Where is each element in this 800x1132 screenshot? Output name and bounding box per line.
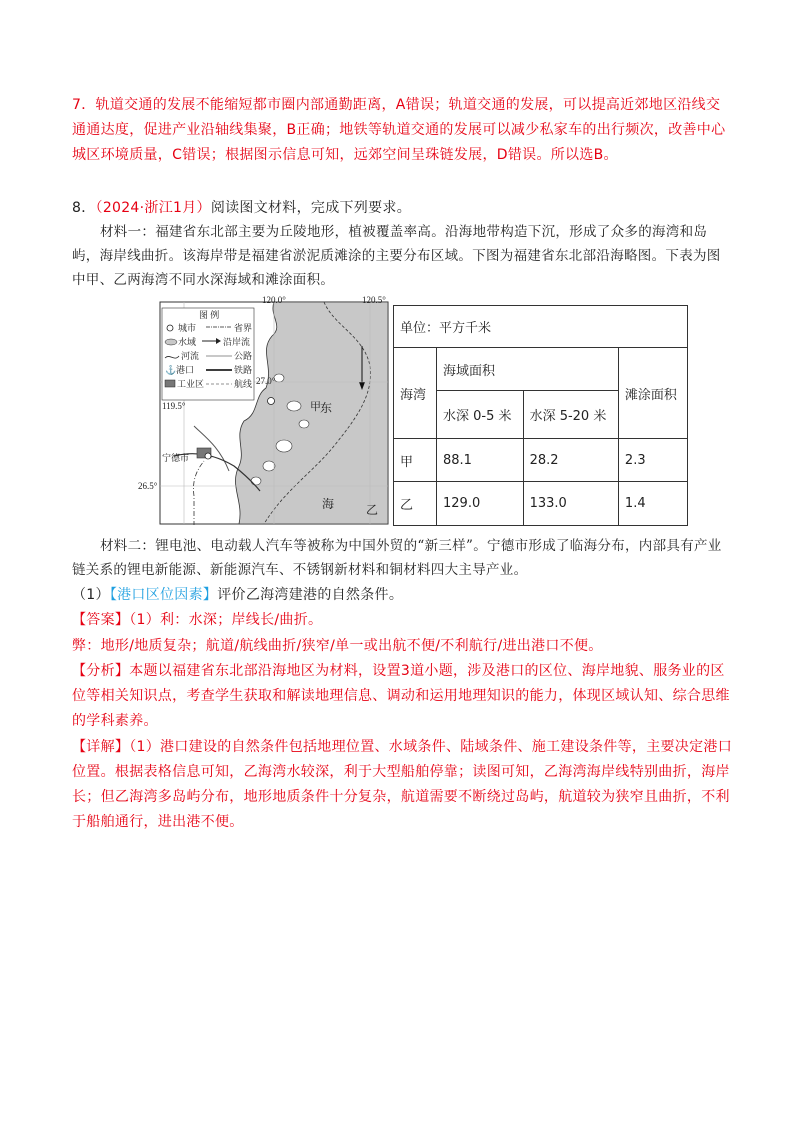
label-dong: 东 xyxy=(320,401,333,415)
analysis-block xyxy=(72,659,732,734)
detail-block xyxy=(72,735,732,835)
city-marker xyxy=(268,398,275,405)
water-icon xyxy=(165,339,177,345)
lat-26-5: 26.5° xyxy=(138,481,158,491)
legend-port: 港口 xyxy=(176,365,195,375)
q8-prompt: 阅读图文材料，完成下列要求。 xyxy=(210,200,412,216)
detail-text: （1）港口建设的自然条件包括地理位置、水域条件、陆域条件、施工建设条件等，主要决定港口位置。根据表格信息可知，乙海湾水较深，利于大型船舶停靠；读图可知，乙海湾海岸线特别曲折，海岸长；但乙海湾多岛屿分布，地形地质条件十分复杂，航道需要不断绕过岛屿，航道较为狭窄且曲折，不利于船舶通行，进出港不便。 xyxy=(72,739,733,830)
analysis-label: 【分析】 xyxy=(72,663,130,679)
legend-water: 水域 xyxy=(178,337,197,347)
q8-header xyxy=(72,196,732,221)
sub-q-tag: 【港口区位因素】 xyxy=(109,587,218,603)
header-depth-5-20: 水深 5-20 米 xyxy=(523,391,618,439)
legend-route: 航线 xyxy=(234,379,253,389)
ningde-marker xyxy=(205,453,211,459)
legend-highway: 公路 xyxy=(234,351,253,361)
legend-river: 河流 xyxy=(181,351,200,361)
legend-city: 城市 xyxy=(178,323,197,333)
answer-text: （1）利：水深；岸线长/曲折。 xyxy=(129,612,323,628)
row-depth-0-5: 88.1 xyxy=(437,439,524,482)
answer-line-2: 弊：地形/地质复杂；航道/航线曲折/狭窄/单一或出航不便/不利航行/进出港口不便。 xyxy=(72,638,603,654)
city-ningde: 宁德市 xyxy=(162,453,190,463)
legend-industry: 工业区 xyxy=(177,379,205,389)
lon-120-0: 120.0° xyxy=(262,296,286,305)
lon-120-5: 120.5° xyxy=(362,296,386,305)
sub-q-number: （1） xyxy=(72,587,110,603)
table-unit: 单位：平方千米 xyxy=(394,306,688,348)
q8-number: 8． xyxy=(72,200,96,216)
answer-line xyxy=(72,608,732,633)
analysis-text: 本题以福建省东北部沿海地区为材料，设置3道小题，涉及港口的区位、海岸地貌、服务业的区位等相关知识点，考查学生获取和解读地理信息、调动和运用地理知识的能力，体现区域认知、综合思维的学科素养。 xyxy=(72,663,730,729)
sub-question-1 xyxy=(72,583,732,608)
header-tidal-flat: 滩涂面积 xyxy=(618,348,687,439)
label-yi: 乙 xyxy=(366,503,379,517)
row-depth-5-20: 28.2 xyxy=(523,439,618,482)
table-row xyxy=(394,482,688,526)
legend-railway: 铁路 xyxy=(234,365,253,375)
header-bay: 海湾 xyxy=(394,348,437,439)
coastal-map xyxy=(134,296,389,525)
answer-label: 【答案】 xyxy=(72,612,130,628)
lon-119-5: 119.5° xyxy=(162,401,186,411)
row-tidal: 1.4 xyxy=(618,482,687,526)
port-icon: ⚓ xyxy=(165,365,177,375)
industrial-icon xyxy=(165,380,175,387)
detail-label: 【详解】 xyxy=(72,739,130,755)
label-jia: 甲 xyxy=(310,401,321,413)
q7-explanation: 7．轨道交通的发展不能缩短都市圈内部通勤距离，A错误；轨道交通的发展，可以提高近郊地区沿线交通通达度，促进产业沿轴线集聚，B正确；地铁等轨道交通的发展可以减少私家车的出行频次，改善中心城区环境质量，C错误；根据图示信息可知，远郊空间呈珠链发展，D错误。所以选B。 xyxy=(72,97,726,163)
row-tidal: 2.3 xyxy=(618,439,687,482)
lat-27-0: 27.0° xyxy=(256,376,276,386)
material-one: 材料一：福建省东北部主要为丘陵地形，植被覆盖率高。沿海地带构造下沉，形成了众多的海湾和岛屿，海岸线曲折。该海岸带是福建省淤泥质滩涂的主要分布区域。下图为福建省东北部沿海略图。下表为图中甲、乙两海湾不同水深海域和滩涂面积。 xyxy=(72,224,721,288)
row-bay: 甲 xyxy=(394,439,437,482)
header-depth-0-5: 水深 0-5 米 xyxy=(437,391,524,439)
q8-source: （2024·浙江1月） xyxy=(95,200,211,216)
row-bay: 乙 xyxy=(394,482,437,526)
row-depth-5-20: 133.0 xyxy=(523,482,618,526)
legend-current: 沿岸流 xyxy=(223,337,251,347)
row-depth-0-5: 129.0 xyxy=(437,482,524,526)
sub-q-text: 评价乙海湾建港的自然条件。 xyxy=(217,587,404,603)
material-two: 材料二：锂电池、电动载人汽车等被称为中国外贸的“新三样”。宁德市形成了临海分布，内部具有产业链关系的锂电新能源、新能源汽车、不锈钢新材料和铜材料四大主导产业。 xyxy=(72,538,722,578)
label-hai: 海 xyxy=(322,497,335,511)
bay-area-table xyxy=(393,305,688,526)
legend-boundary: 省界 xyxy=(234,323,253,333)
legend-title: 图 例 xyxy=(199,310,220,320)
header-sea-area: 海域面积 xyxy=(437,348,619,391)
table-row xyxy=(394,439,688,482)
